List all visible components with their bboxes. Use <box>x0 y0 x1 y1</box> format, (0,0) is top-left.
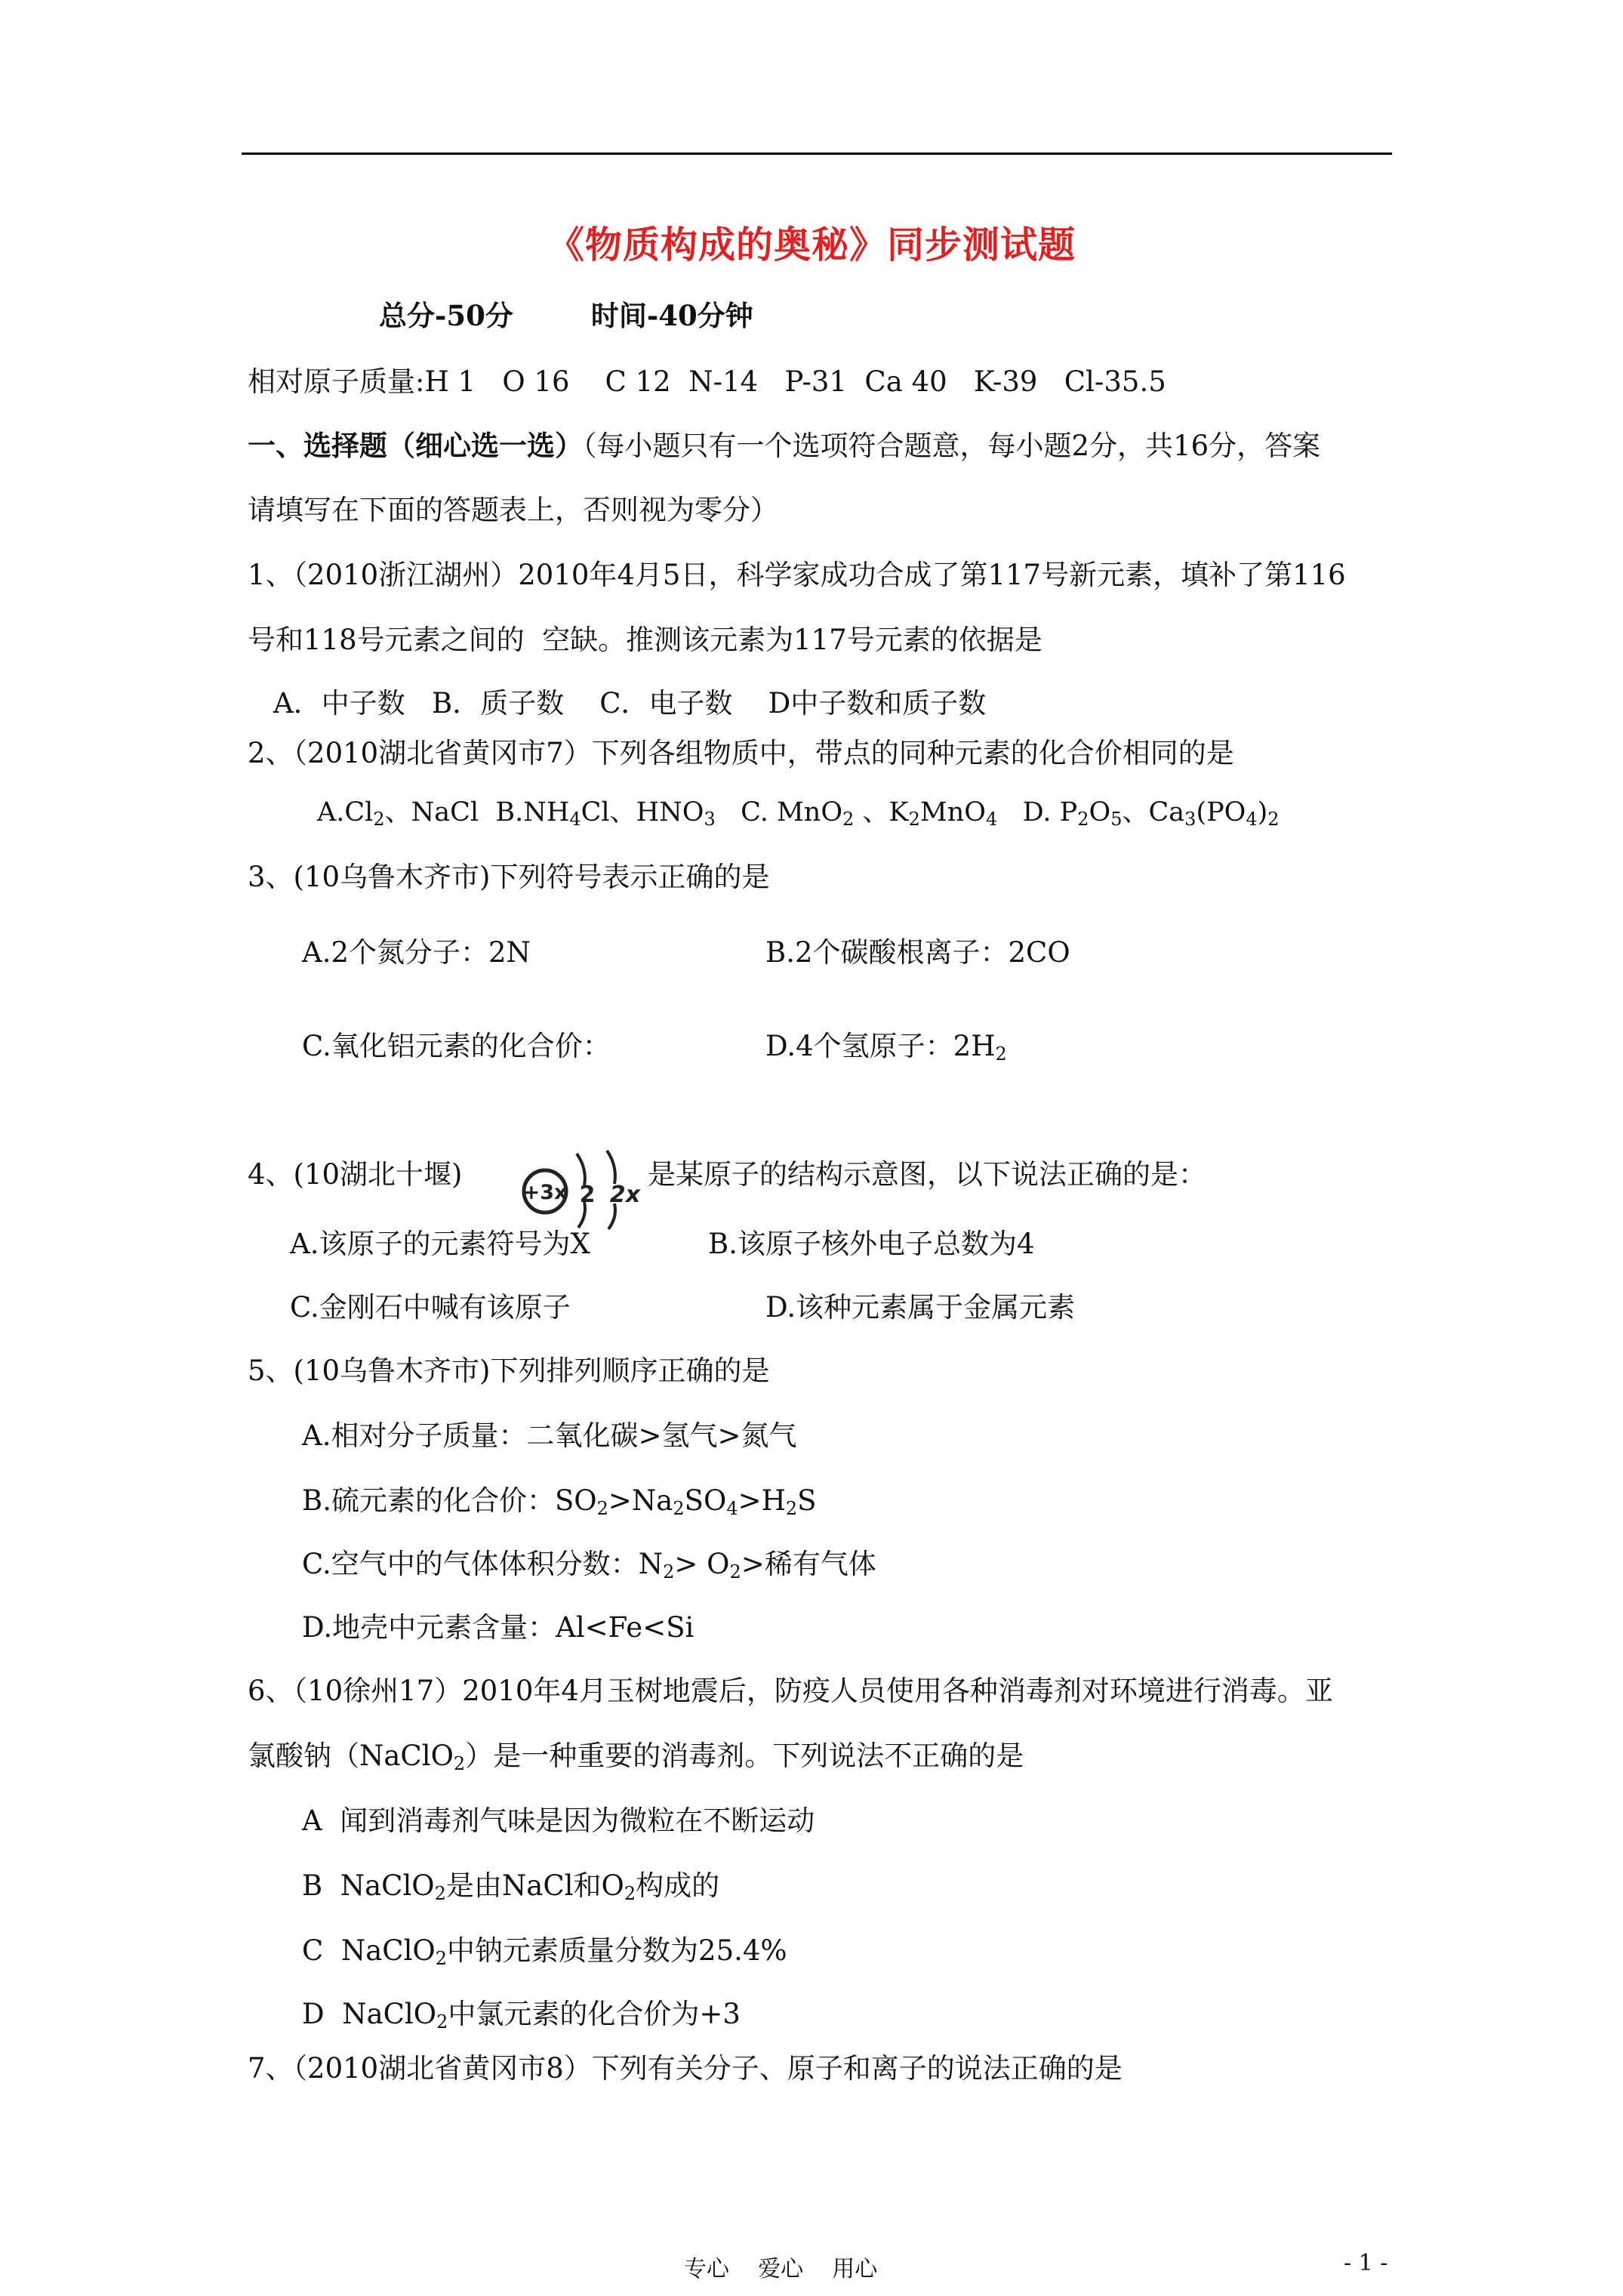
header-rule <box>242 153 1392 155</box>
q1-options: A．中子数 B．质子数 C．电子数 D中子数和质子数 <box>273 687 987 720</box>
shell-2-label: 2x <box>609 1182 641 1208</box>
q4-option-b: B.该原子核外电子总数为4 <box>708 1228 1035 1260</box>
q3-option-c: C.氧化铝元素的化合价： <box>302 1030 611 1062</box>
q1-line-1: 1、（2010浙江湖州）2010年4月5日，科学家成功合成了第117号新元素，填补了第116 <box>248 559 1346 591</box>
q5-option-a: A.相对分子质量：二氧化碳>氢气>氮气 <box>302 1419 797 1452</box>
time-limit: 时间-40分钟 <box>590 299 753 332</box>
q6-option-c: C NaClO$_2$中钠元素质量分数为25.4% <box>302 1934 787 1969</box>
q4-option-d: D.该种元素属于金属元素 <box>765 1291 1076 1324</box>
section-1-desc: （每小题只有一个选项符合题意，每小题2分，共16分，答案 <box>583 430 1321 462</box>
atom-structure-diagram <box>512 1146 649 1237</box>
q5-option-b: B.硫元素的化合价：$SO_2>Na_2SO_4>H_2S$ <box>302 1484 817 1519</box>
footer-motto: 专心 爱心 用心 <box>684 2256 878 2282</box>
q3-stem: 3、(10乌鲁木齐市)下列符号表示正确的是 <box>248 861 770 893</box>
q7-stem: 7、（2010湖北省黄冈市8）下列有关分子、原子和离子的说法正确的是 <box>248 2052 1123 2085</box>
shell-1-label: 2 <box>579 1182 596 1208</box>
q1-line-2: 号和118号元素之间的 空缺。推测该元素为117号元素的依据是 <box>248 624 1042 656</box>
q2-stem: 2、（2010湖北省黄冈市7）下列各组物质中，带点的同种元素的化合价相同的是 <box>248 737 1234 769</box>
q4-stem-prefix: 4、(10湖北十堰) <box>248 1158 463 1191</box>
q4-stem-suffix: 是某原子的结构示意图，以下说法正确的是： <box>648 1158 1206 1191</box>
nucleus-label: +3x <box>522 1181 568 1204</box>
exam-meta <box>379 299 753 332</box>
total-score: 总分-50分 <box>379 299 513 332</box>
atomic-masses: 相对原子质量:H 1 O 16 C 12 N-14 P-31 Ca 40 K-39 Cl-35.5 <box>248 365 1166 398</box>
q5-option-c: C.空气中的气体体积分数：$N_2> O_2>$稀有气体 <box>302 1548 876 1583</box>
q3-option-d: D.4个氢原子：$2H_2$ <box>765 1030 1007 1065</box>
q6-option-a: A 闻到消毒剂气味是因为微粒在不断运动 <box>302 1804 815 1837</box>
section-1-title: 一、选择题（细心选一选） <box>248 429 583 462</box>
q4-option-c: C.金刚石中喊有该原子 <box>290 1291 571 1324</box>
q3-option-a: A.2个氮分子：2N <box>302 936 531 969</box>
q5-stem: 5、(10乌鲁木齐市)下列排列顺序正确的是 <box>248 1354 770 1387</box>
q6-option-b: B NaClO$_2$是由NaCl和$O_2$构成的 <box>302 1869 720 1904</box>
section-1-desc-2: 请填写在下面的答题表上，否则视为零分） <box>248 494 778 526</box>
page-title: 《物质构成的奥秘》同步测试题 <box>547 223 1076 267</box>
q2-options: $A.Cl_2$、NaCl $B.NH_4Cl$、$HNO_3$ C. MnO$_2$ 、$K_2MnO_4$ D. $P_2O_5$、$Ca_3(PO_4)_2$ <box>317 797 1280 830</box>
section-1-heading <box>248 429 1320 463</box>
q6-option-d: D NaClO$_2$中氯元素的化合价为+3 <box>302 1998 741 2032</box>
page-number: - 1 - <box>1344 2250 1388 2276</box>
q6-line-1: 6、（10徐州17）2010年4月玉树地震后，防疫人员使用各种消毒剂对环境进行消毒。亚 <box>248 1675 1333 1707</box>
q4-option-a: A.该原子的元素符号为X <box>290 1228 590 1260</box>
q5-option-d: D.地壳中元素含量：Al<Fe<Si <box>302 1611 694 1644</box>
q3-option-b: B.2个碳酸根离子：2CO <box>765 936 1070 969</box>
q6-line-2: 氯酸钠（NaClO$_2$）是一种重要的消毒剂。下列说法不正确的是 <box>248 1740 1024 1774</box>
